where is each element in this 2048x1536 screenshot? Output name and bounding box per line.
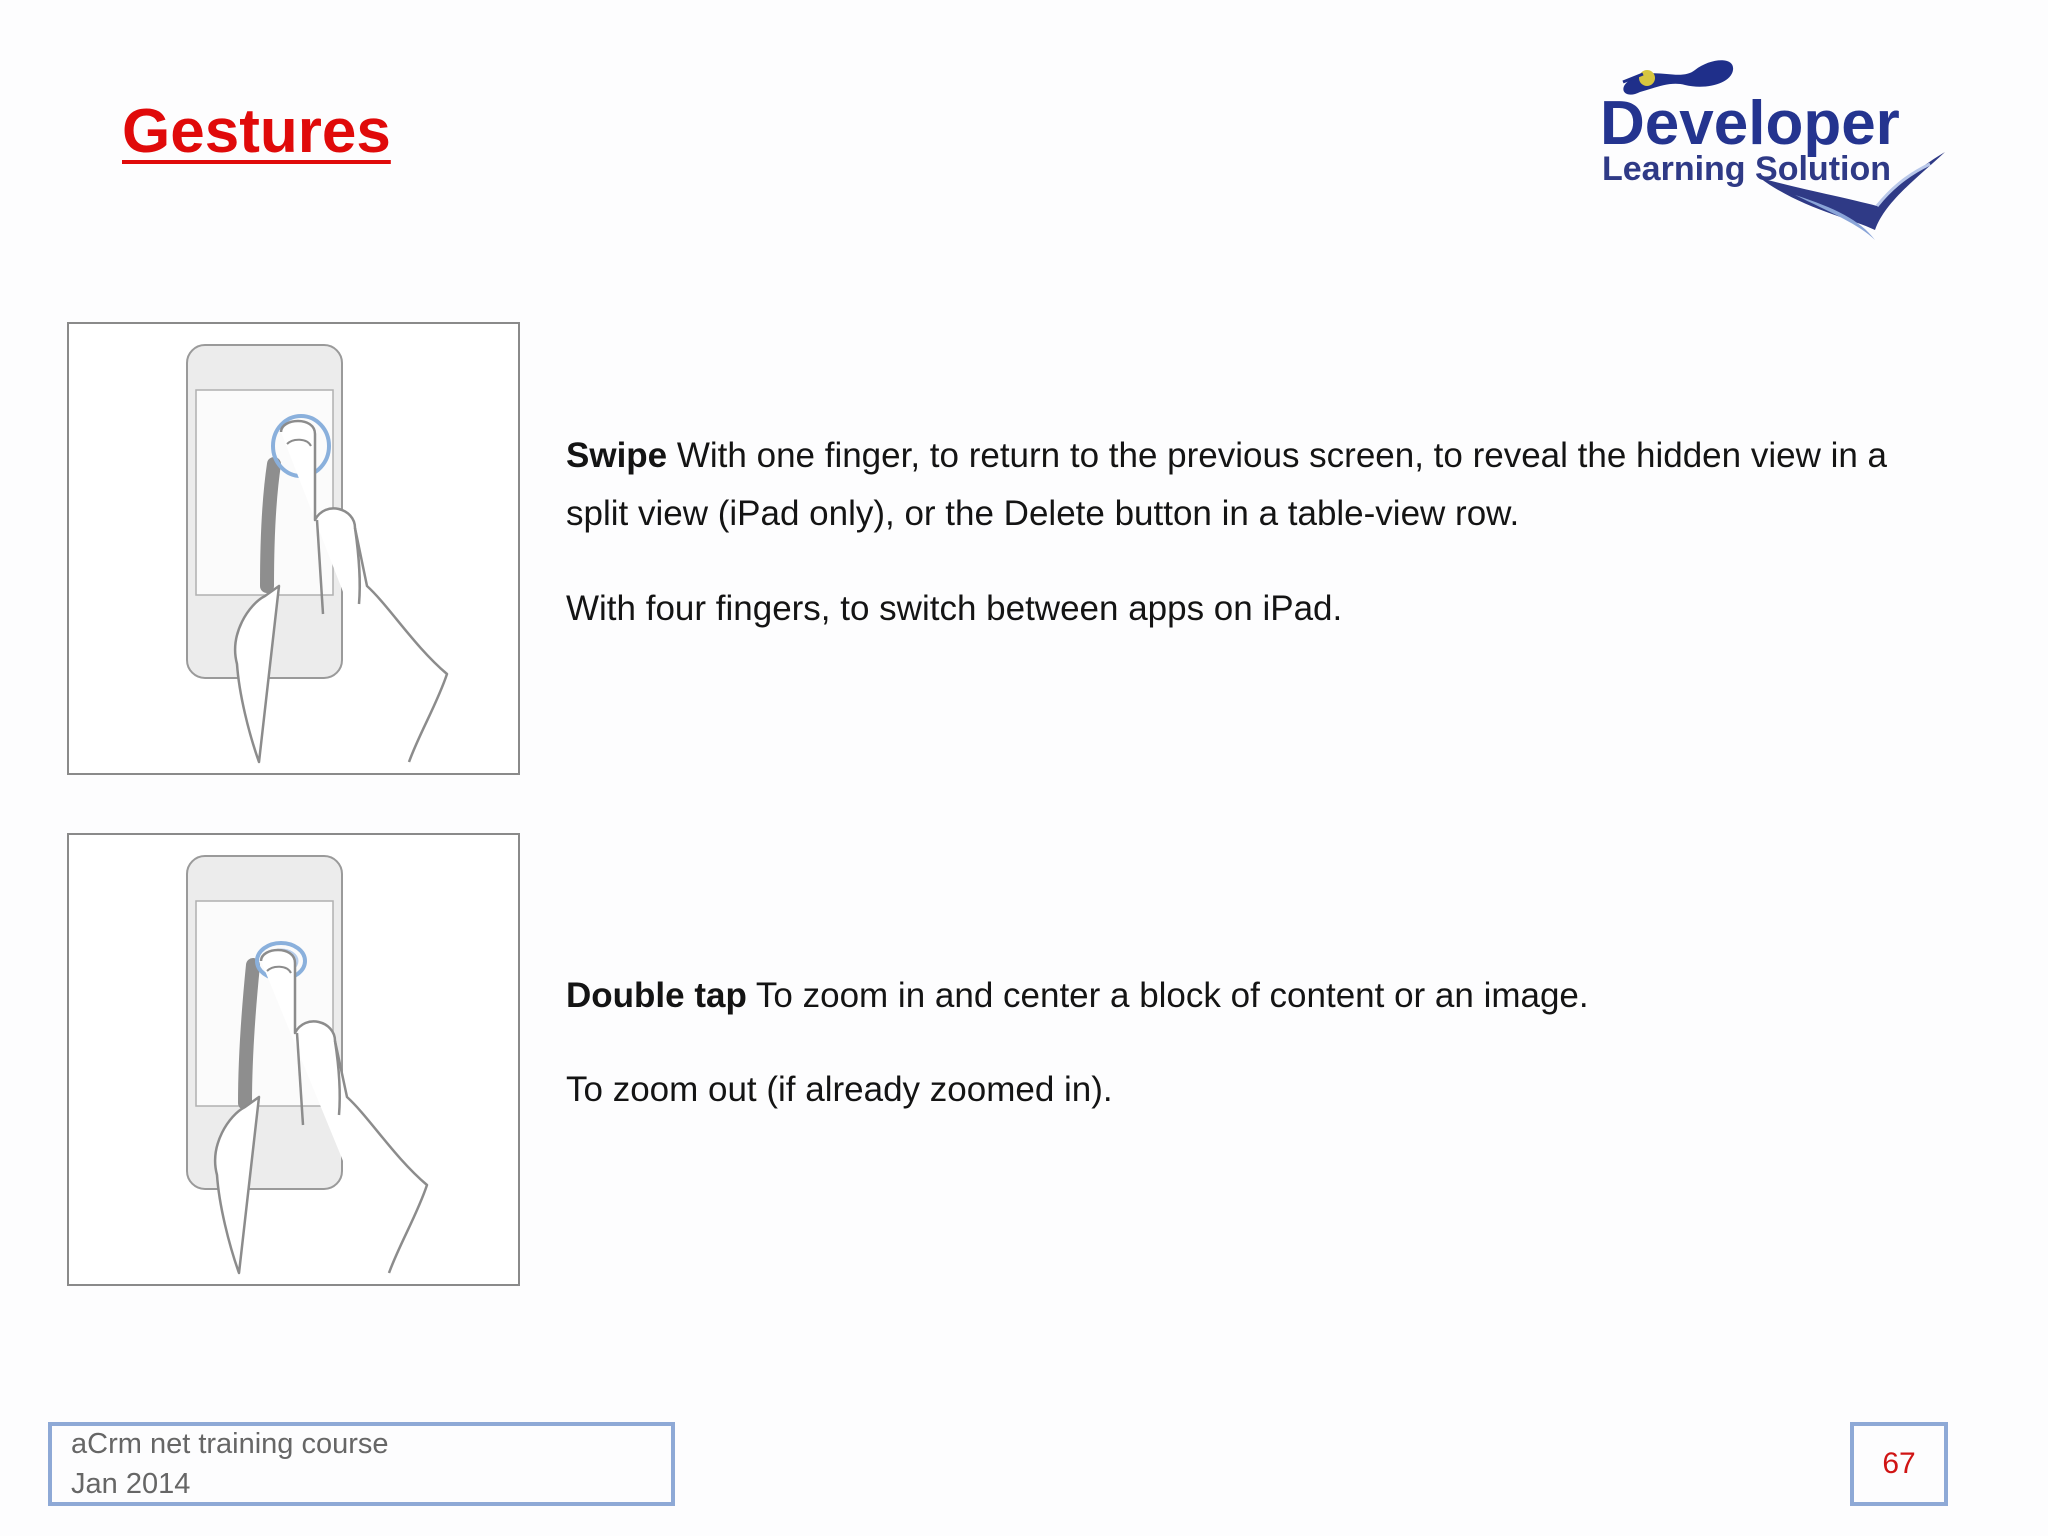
footer-course-box [48, 1422, 675, 1506]
swipe-description [566, 427, 1906, 543]
double-tap-illustration-frame [67, 833, 520, 1286]
swipe-extra: With four fingers, to switch between apps on iPad. [566, 589, 1343, 628]
page-number: 67 [1850, 1422, 1948, 1506]
footer-date: Jan 2014 [71, 1468, 191, 1500]
gesture-name: Swipe [566, 436, 668, 475]
double-tap-description [566, 967, 1906, 1025]
logo-word-learning-solution [1602, 150, 1891, 189]
logo-word-developer: Developer [1600, 89, 1900, 158]
slide-title: Gestures [122, 97, 391, 166]
swipe-hand-icon [69, 324, 518, 773]
double-tap-hand-icon [69, 835, 518, 1284]
gesture-name: Double tap [566, 976, 747, 1015]
double-tap-extra: To zoom out (if already zoomed in). [566, 1070, 1113, 1109]
swipe-illustration-frame [67, 322, 520, 775]
developer-learning-solution-logo [1585, 30, 1955, 260]
gesture-description: To zoom in and center a block of content or an image. [755, 976, 1589, 1015]
footer-course-name: aCrm net training course [71, 1428, 389, 1460]
gesture-description: With one finger, to return to the previous screen, to reveal the hidden view in a split view (iPad only), or the Delete button in a table-view row. [566, 436, 1888, 533]
logo-word-learning: Learning [1602, 150, 1756, 188]
logo-word-solution: Solution [1755, 150, 1891, 188]
